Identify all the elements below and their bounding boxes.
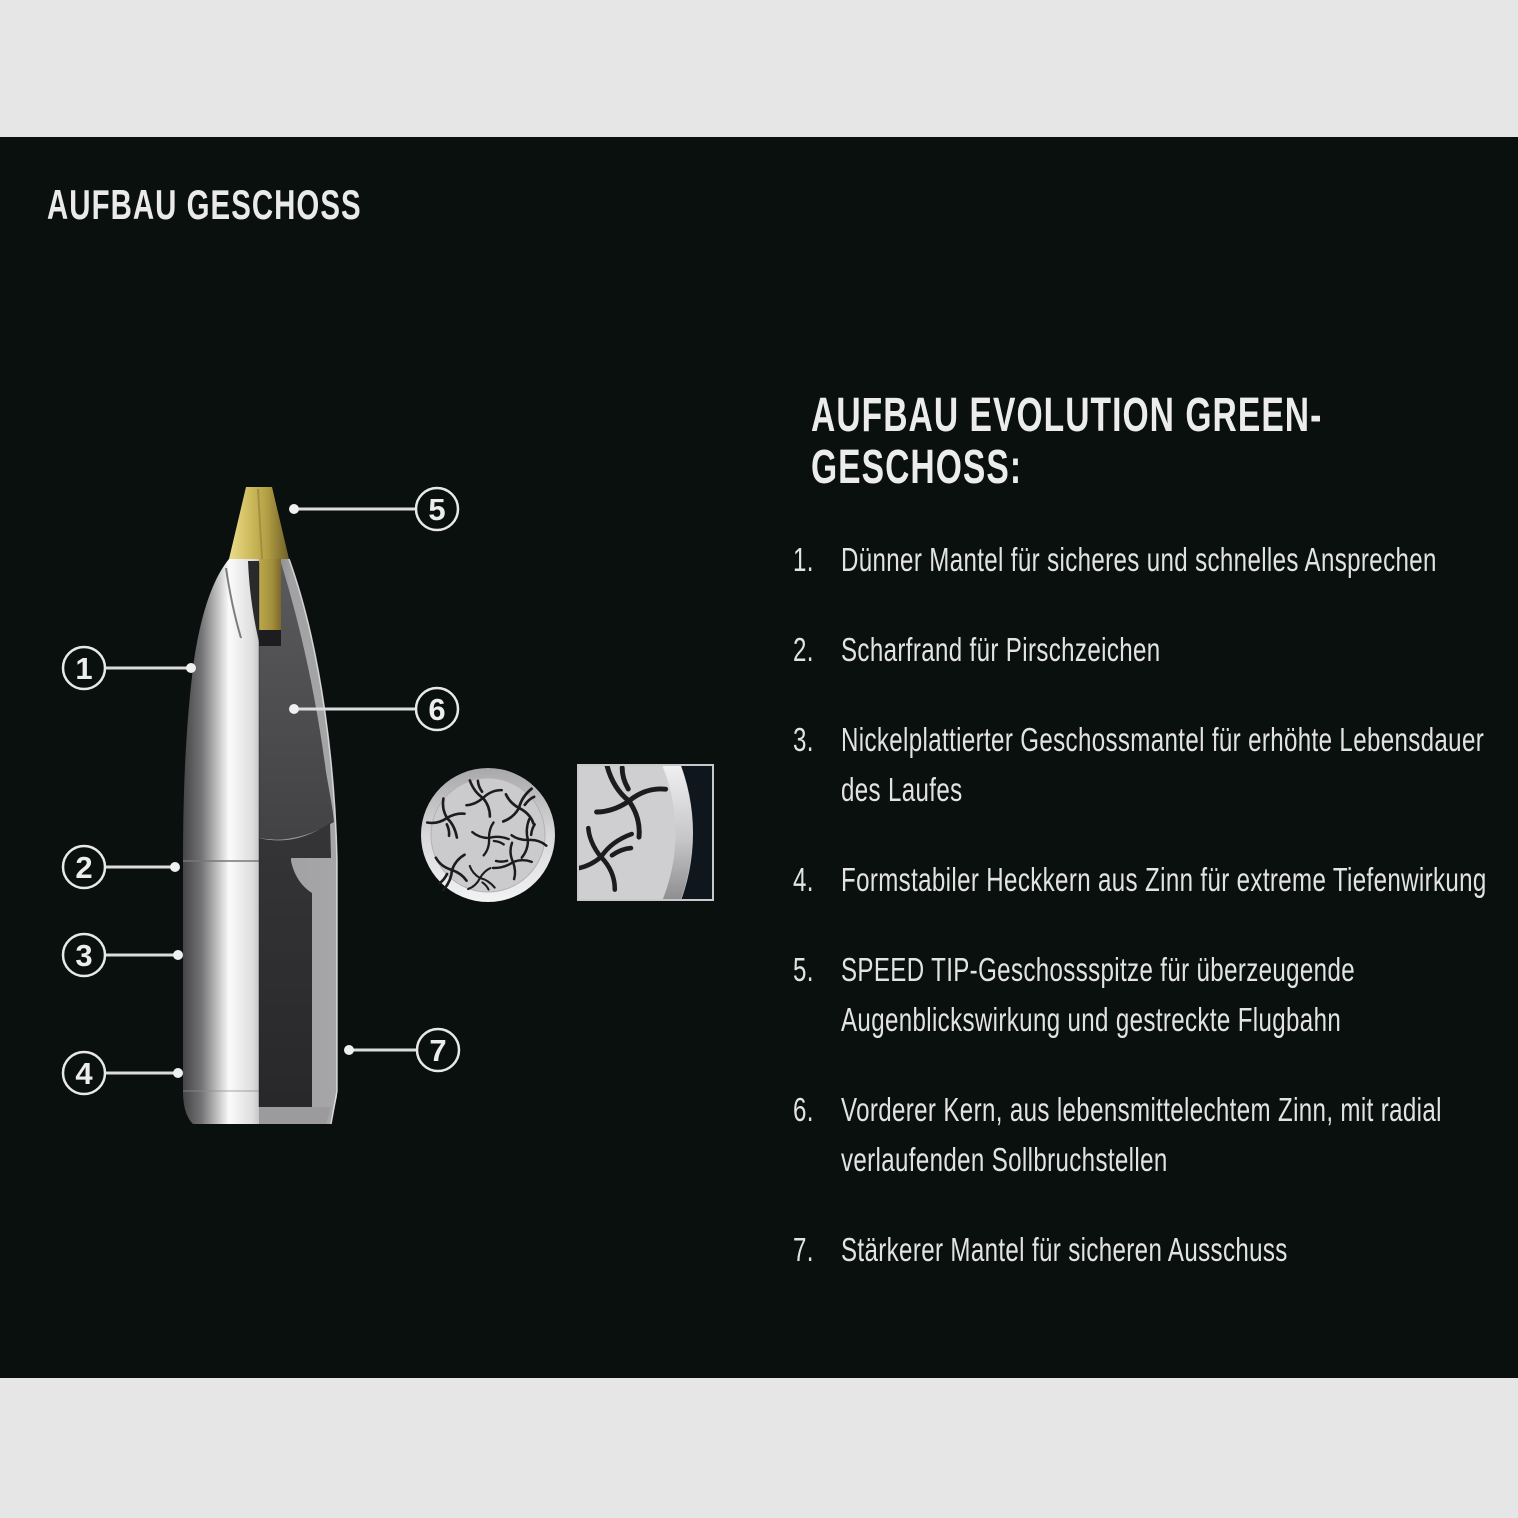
cross-section-view [421, 768, 555, 902]
page-title-text: AUFBAU GESCHOSS [47, 181, 362, 228]
description-column [793, 390, 1518, 1275]
callout-5 [289, 488, 458, 530]
list-item [793, 1225, 1518, 1275]
list-item [793, 945, 1518, 1045]
list-item [793, 855, 1518, 905]
list-item-text: Formstabiler Heckkern aus Zinn für extreme Tiefenwirkung [841, 861, 1487, 898]
list-item-number: 5. [793, 951, 814, 988]
callout-2 [63, 846, 180, 888]
callout-4 [63, 1052, 183, 1094]
list-item-number: 1. [793, 541, 814, 578]
callout-5-number: 5 [428, 492, 446, 527]
list-item-text: verlaufenden Sollbruchstellen [841, 1141, 1168, 1178]
list-item-text: Stärkerer Mantel für sicheren Ausschuss [841, 1231, 1288, 1268]
speed-tip-rod-cap [259, 630, 281, 646]
callout-1-number: 1 [75, 651, 93, 686]
callout-2-number: 2 [75, 850, 93, 885]
list-item-text: SPEED TIP-Geschossspitze für überzeugende [841, 951, 1355, 988]
list-item-number: 7. [793, 1231, 814, 1268]
section-heading-line-2: GESCHOSS: [811, 441, 1023, 494]
list-item [793, 625, 1518, 675]
list-item-text: des Laufes [841, 771, 963, 808]
list-item [793, 1085, 1518, 1185]
list-item [793, 715, 1518, 815]
callout-6-number: 6 [428, 692, 446, 727]
callout-7 [344, 1029, 459, 1071]
list-item-text: Augenblickswirkung und gestreckte Flugbahn [841, 1001, 1342, 1038]
list-item-text: Nickelplattierter Geschossmantel für erhöhte Lebensdauer [841, 721, 1485, 758]
list-item-text: Dünner Mantel für sicheres und schnelles Ansprechen [841, 541, 1437, 578]
list-item-number: 2. [793, 631, 814, 668]
callout-3-number: 3 [75, 938, 93, 973]
list-item-text: Scharfrand für Pirschzeichen [841, 631, 1161, 668]
bullet-cutaway-illustration [183, 487, 337, 1124]
list-item-number: 6. [793, 1091, 814, 1128]
list-item-number: 4. [793, 861, 814, 898]
callout-4-number: 4 [75, 1056, 93, 1091]
list-item-number: 3. [793, 721, 814, 758]
callout-7-number: 7 [429, 1033, 447, 1068]
speed-tip-rod [259, 559, 281, 630]
callout-1 [63, 647, 196, 689]
jacket-bottom-band [259, 1107, 331, 1124]
list-item [793, 535, 1518, 585]
callout-3 [63, 934, 183, 976]
list-item-text: Vorderer Kern, aus lebensmittelechtem Zinn, mit radial [841, 1091, 1442, 1128]
section-heading-line-1: AUFBAU EVOLUTION GREEN- [811, 389, 1323, 442]
section-heading [811, 390, 1518, 494]
feature-list [793, 535, 1518, 1275]
